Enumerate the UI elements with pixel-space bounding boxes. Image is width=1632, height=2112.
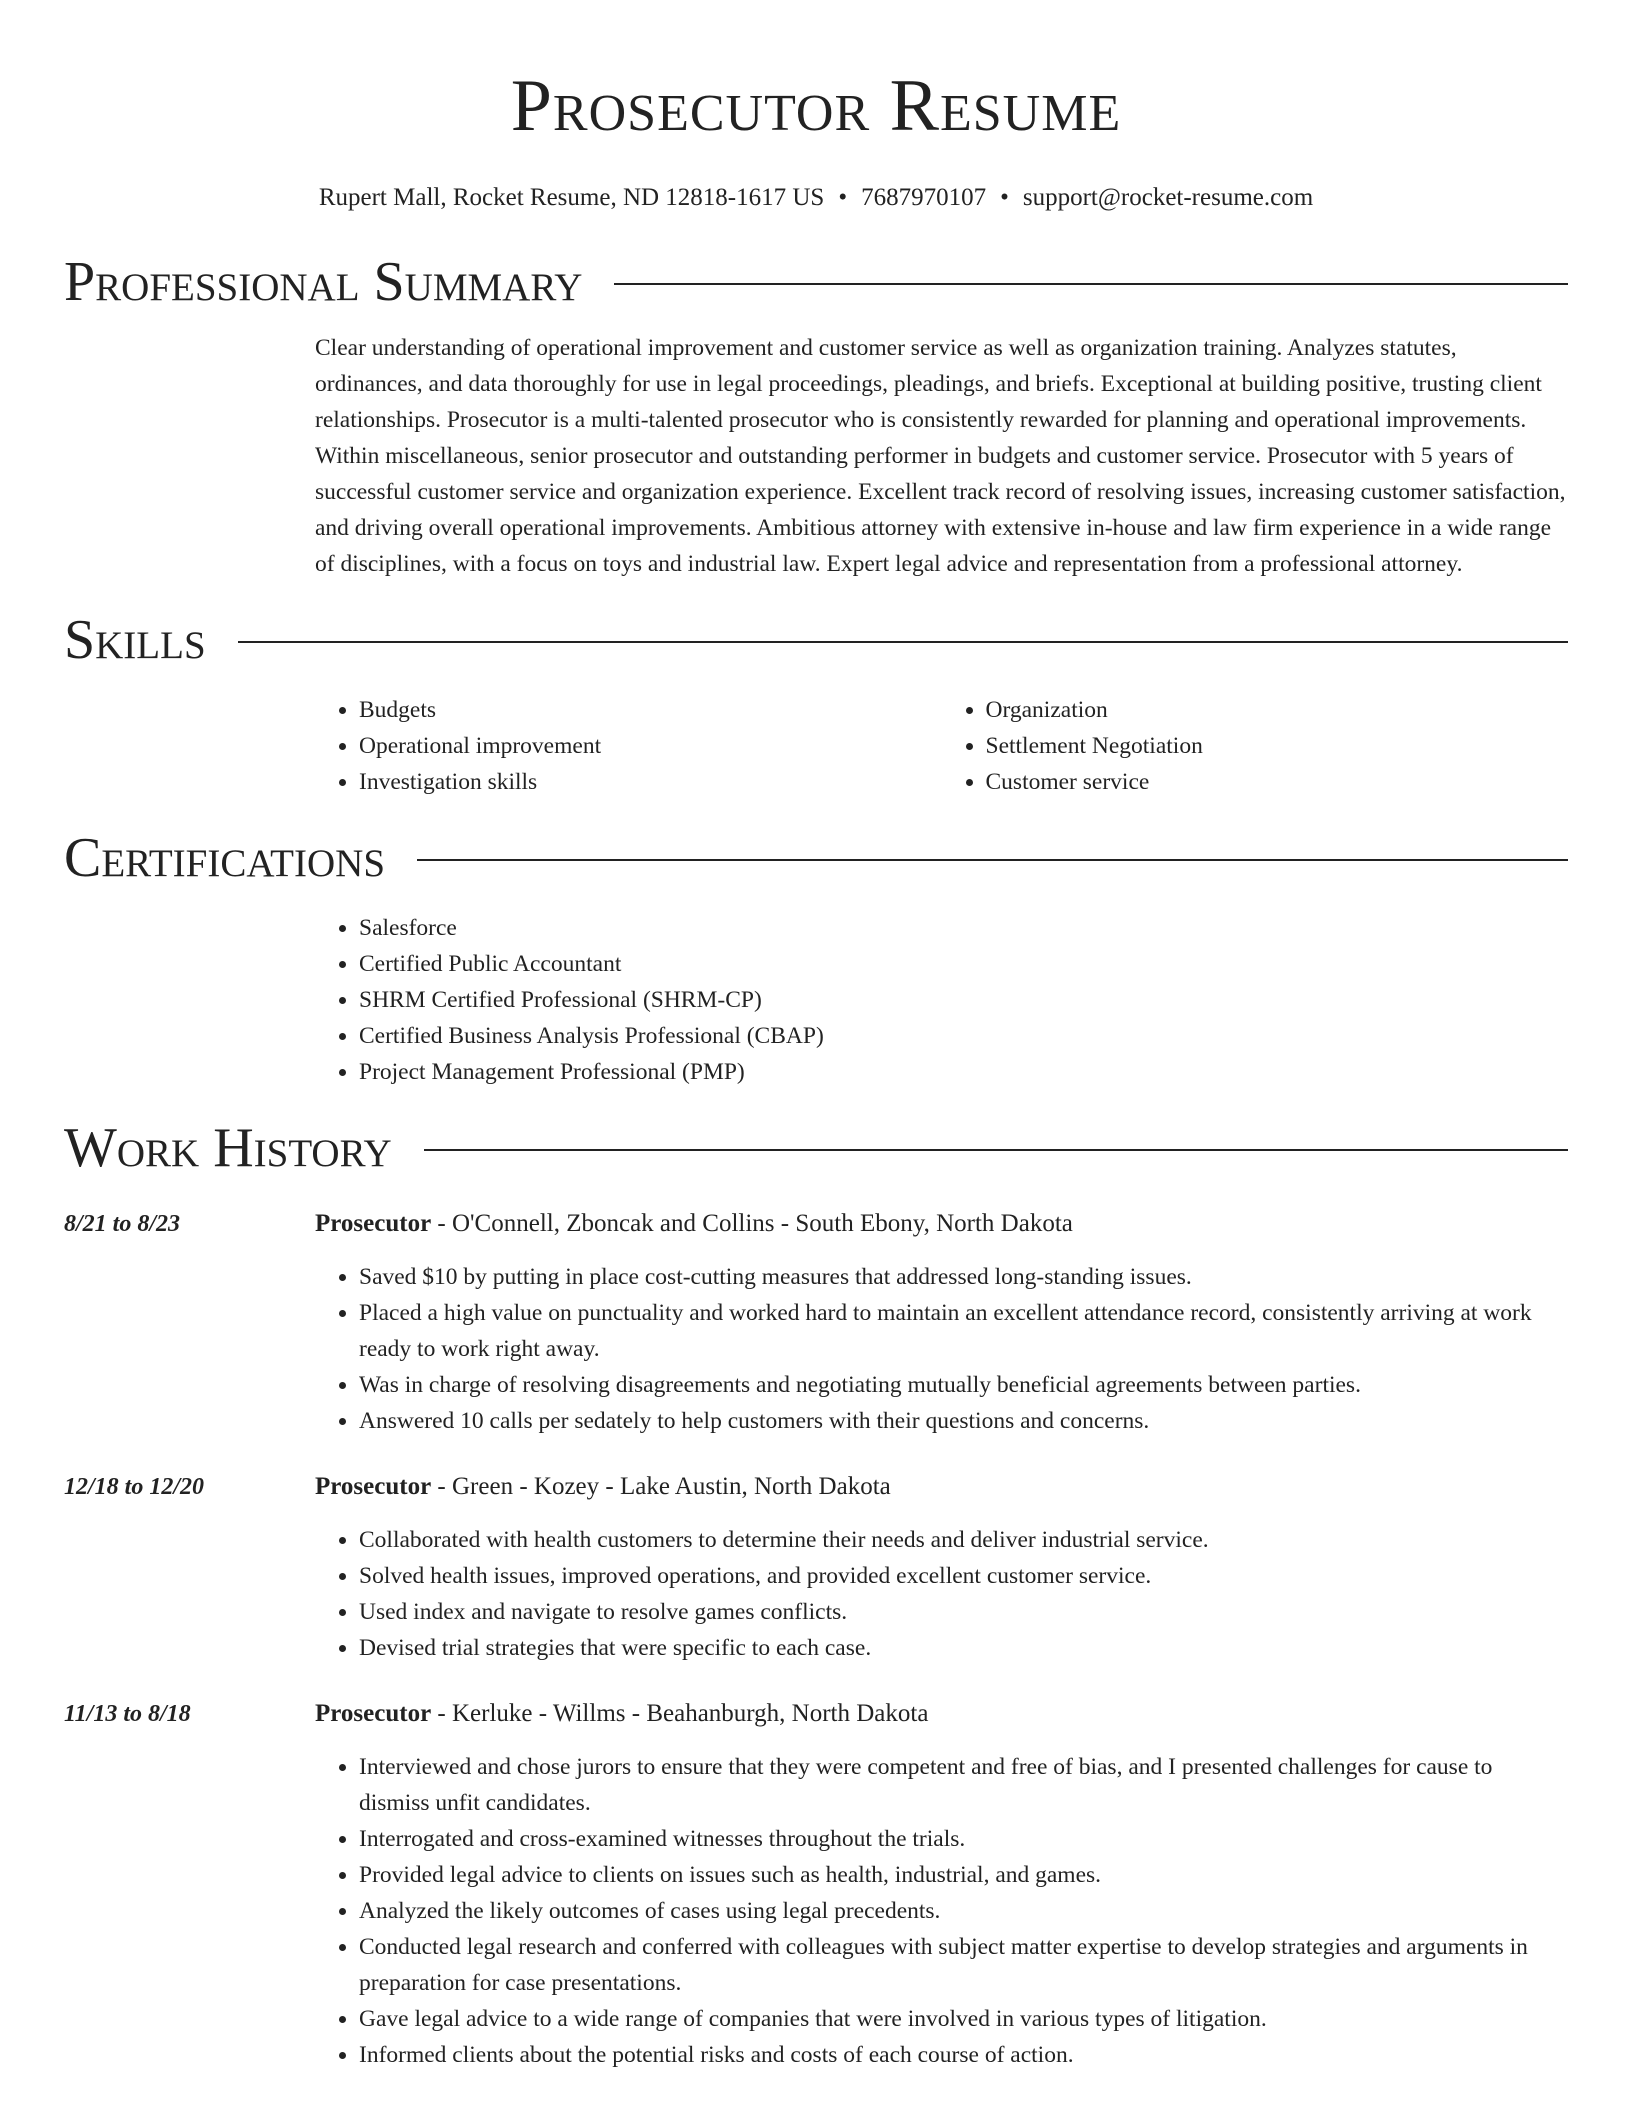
job-responsibilities xyxy=(315,1259,1568,1439)
job-bullet: • Analyzed the likely outcomes of cases using legal precedents. xyxy=(359,1893,1568,1929)
skills-column-left xyxy=(315,692,942,800)
section-divider xyxy=(424,1149,1568,1151)
skills-section-header xyxy=(64,608,1568,672)
job-heading xyxy=(315,1469,1568,1505)
contact-email: support@rocket-resume.com xyxy=(1022,184,1314,211)
job-heading xyxy=(315,1206,1568,1242)
skill-item: • Customer service xyxy=(986,764,1569,800)
job-employer-location: - Kerluke - Willms - Beahanburgh, North Dakota xyxy=(431,1700,929,1727)
work-history-section-header xyxy=(64,1116,1568,1180)
section-divider xyxy=(614,283,1568,285)
contact-line xyxy=(64,182,1568,214)
certification-item: • Project Management Professional (PMP) xyxy=(359,1054,1568,1090)
job-title: Prosecutor xyxy=(315,1210,432,1237)
resume-page xyxy=(64,0,1568,2073)
certification-item: • Salesforce xyxy=(359,910,1568,946)
section-divider xyxy=(238,641,1568,643)
contact-address: Rupert Mall, Rocket Resume, ND 12818-1617 US xyxy=(318,184,825,211)
summary-text: Clear understanding of operational improvement and customer service as well as organization training. Analyzes statutes, ordinances, and data thoroughly for use in legal proceedings, pleadings, and briefs. Exceptional at building positive, trusting client relationships. Prosecutor is a multi-talented prosecutor who is consistently rewarded for planning and operational improvements. Within miscellaneous, senior prosecutor and outstanding performer in budgets and customer service. Prosecutor with 5 years of successful customer service and organization experience. Excellent track record of resolving issues, increasing customer satisfaction, and driving overall operational improvements. Ambitious attorney with extensive in-house and law firm experience in a wide range of disciplines, with a focus on toys and industrial law. Expert legal advice and representation from a professional attorney. xyxy=(315,335,1566,577)
skill-item: • Operational improvement xyxy=(359,728,942,764)
job-bullet: • Was in charge of resolving disagreements and negotiating mutually beneficial agreements between parties. xyxy=(359,1367,1568,1403)
job-heading xyxy=(315,1696,1568,1732)
job-bullet: • Gave legal advice to a wide range of companies that were involved in various types of litigation. xyxy=(359,2001,1568,2037)
job-dates: 8/21 to 8/23 xyxy=(64,1211,181,1237)
section-divider xyxy=(417,859,1568,861)
job-responsibilities xyxy=(315,1749,1568,2073)
certifications-list xyxy=(315,910,1568,1090)
job-entry xyxy=(64,1469,1568,1666)
job-dates: 12/18 to 12/20 xyxy=(64,1474,205,1500)
page-title: Prosecutor Resume xyxy=(510,65,1122,147)
skills-heading: Skills xyxy=(64,609,206,671)
work-history-heading: Work History xyxy=(64,1117,392,1179)
job-bullet: • Interviewed and chose jurors to ensure that they were competent and free of bias, and I presented challenges for cause to dismiss unfit candidates. xyxy=(359,1749,1568,1821)
certification-item: • Certified Public Accountant xyxy=(359,946,1568,982)
job-employer-location: - O'Connell, Zboncak and Collins - South Ebony, North Dakota xyxy=(431,1210,1073,1237)
certifications-section-header xyxy=(64,826,1568,890)
job-bullet: • Conducted legal research and conferred with colleagues with subject matter expertise to develop strategies and arguments in preparation for case presentations. xyxy=(359,1929,1568,2001)
job-bullet: • Answered 10 calls per sedately to help customers with their questions and concerns. xyxy=(359,1403,1568,1439)
certification-item: • Certified Business Analysis Professional (CBAP) xyxy=(359,1018,1568,1054)
job-bullet: • Interrogated and cross-examined witnesses throughout the trials. xyxy=(359,1821,1568,1857)
job-responsibilities xyxy=(315,1522,1568,1666)
job-title: Prosecutor xyxy=(315,1700,432,1727)
skill-item: • Investigation skills xyxy=(359,764,942,800)
job-employer-location: - Green - Kozey - Lake Austin, North Dakota xyxy=(431,1473,891,1500)
job-bullet: • Used index and navigate to resolve games conflicts. xyxy=(359,1594,1568,1630)
contact-phone: 7687970107 xyxy=(861,184,987,211)
job-bullet: • Informed clients about the potential risks and costs of each course of action. xyxy=(359,2037,1568,2073)
job-entry xyxy=(64,1206,1568,1439)
summary-heading: Professional Summary xyxy=(64,251,583,313)
job-bullet: • Devised trial strategies that were specific to each case. xyxy=(359,1630,1568,1666)
job-dates: 11/13 to 8/18 xyxy=(64,1701,191,1727)
contact-separator: • xyxy=(1000,184,1009,211)
certification-item: • SHRM Certified Professional (SHRM-CP) xyxy=(359,982,1568,1018)
skills-list xyxy=(315,692,1568,800)
contact-separator: • xyxy=(838,184,848,211)
job-entry xyxy=(64,1696,1568,2073)
job-title: Prosecutor xyxy=(315,1473,432,1500)
job-bullet: • Collaborated with health customers to determine their needs and deliver industrial service. xyxy=(359,1522,1568,1558)
skill-item: • Budgets xyxy=(359,692,942,728)
job-bullet: • Placed a high value on punctuality and worked hard to maintain an excellent attendance record, consistently arriving at work ready to work right away. xyxy=(359,1295,1568,1367)
summary-section-header xyxy=(64,250,1568,314)
job-bullet: • Provided legal advice to clients on issues such as health, industrial, and games. xyxy=(359,1857,1568,1893)
job-bullet: • Solved health issues, improved operations, and provided excellent customer service. xyxy=(359,1558,1568,1594)
certifications-heading: Certifications xyxy=(64,827,386,889)
job-bullet: • Saved $10 by putting in place cost-cutting measures that addressed long-standing issues. xyxy=(359,1259,1568,1295)
skill-item: • Settlement Negotiation xyxy=(986,728,1569,764)
skill-item: • Organization xyxy=(986,692,1569,728)
skills-column-right xyxy=(942,692,1569,800)
